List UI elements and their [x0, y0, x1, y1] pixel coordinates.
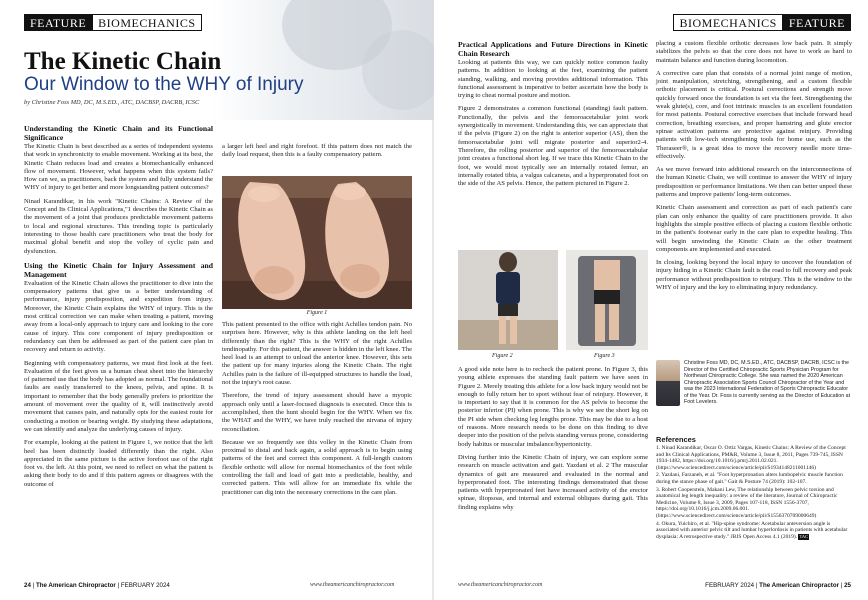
issue-date: FEBRUARY 2024	[120, 582, 170, 589]
paragraph: a larger left heel and right forefoot. If this pattern does not match the daily load request, then this is a faulty compensatory pattern.	[222, 143, 412, 159]
paragraph: Therefore, the trend of injury assessment should have a myopic approach only until a laser-focused diagnosis is executed. Once this is accomplished, then the hunt should begin for the WHY. When we fix the WHAT and the WHY, we have truly reached the nirvana of injury reconciliation.	[222, 392, 412, 433]
banner-feature: FEATURE	[783, 14, 851, 31]
reference-item: 1. Ninad Karandikar, Oscar O. Ortiz Vargas, Kinetic Chains: A Review of the Concept and Its Clinical Applications, PM&R, Volume 3, Issue 8, 2011, Pages 739-745, ISSN 1934-1482, https://doi.org/10.1016/j.pmrj.2011.02.021. (https://www.sciencedirect.com/science/article/pii/S1934148211001146)	[656, 445, 846, 471]
reference-item	[656, 521, 852, 541]
paragraph: In closing, looking beyond the local injury to uncover the foundation of injury hiding in a Kinetic Chain fault is the road to full recovery and peak performance without predisposition to reinjury. This is the window to the WHY of injury and the key to eliminating injury redundancy.	[656, 259, 852, 292]
hero-image	[212, 0, 434, 120]
figure-2-and-3-photos	[458, 250, 648, 350]
end-mark: TAC	[799, 533, 809, 539]
page-number: 25	[844, 582, 851, 589]
paragraph: Ninad Karandikar, in his work "Kinetic Chains: A Review of the Concept and Its Clinical Applications,"1 describes the Kinetic Chain as the movement of a joint that produces predictable movement patterns to local and regional structures. This trending topic is particularly interesting to those health care practitioners who treat the body for maximal global benefit and stop the volley of cyclic pain and dysfunction.	[24, 197, 213, 255]
footer-url: www.theamericanchiropractor.com	[310, 582, 395, 588]
right-column-1	[458, 40, 648, 193]
right-column-2	[656, 40, 852, 297]
magazine-name: The American Chiropractor	[759, 582, 840, 589]
paragraph: As we move forward into additional research on the interconnections of the human Kinetic Chain, we will continue to answer the WHY of injury predisposition or performance limitations. We then can better unpeel these patterns and improve patients' long-term outcomes.	[656, 166, 852, 199]
paragraph: A corrective care plan that consists of a normal joint range of motion, joint manipulation, stretching, strengthening, and a custom flexible orthotic placement is critical. Postural corrections and strength move quickly forward once the foundation is set via the feet. Strengthening the weak glute(s), core, and foot intrinsic muscles is an excellent foundation for most patients. Postural corrective exercises that include forward head correction, breathing exercises, and proper hamstring and glute erector spinae activation patterns are protective against reinjury. Providing patients with low-tech strengthening tools for home use, such as the Theraseer®, is a great idea to move the recovery needle more time-effectively.	[656, 69, 852, 160]
author-bio-text: Christine Foss MD, DC, M.S.ED., ATC, DACBSP, DACRB, ICSC is the Director of the Certified Chiropractic Sports Physician Program for Northeast Chiropractic College. She was named the 2020 American Chiropractic Association Sports Council Chiropractor of the Year and was the 2023 International Federation of Sports Chiropractic Educator of the Year. Dr. Foss is currently serving as the Director of Education at Foot Levelers.	[684, 360, 851, 405]
paragraph: placing a custom flexible orthotic decreases low back pain. It simply stabilizes the pelvis so that the core does not have to work as hard to maintain balance and function during locomotion.	[656, 40, 852, 64]
figure-1-caption: Figure 1	[306, 310, 328, 316]
author-bio	[656, 360, 852, 406]
left-column-1	[24, 124, 213, 494]
section-heading: Using the Kinetic Chain for Injury Assessment and Management	[24, 260, 213, 279]
banner-section: BIOMECHANICS	[92, 14, 201, 31]
paragraph: Beginning with compensatory patterns, we must first look at the feet. Evaluation of the feet gives us a human cheat sheet into the hierarchy of patterned use that the body has adopted as normal. The foundational faults are easily transferred to the knees, pelvis, and spine. It is important to remember that the body generally prefers to prioritize the amount of movement over the quality of it, will instinctively avoid movement that causes pain, and naturally opts for the easiest route for conducting a motion or bearing weight. By studying these adaptations, we can identify and analyze the underlying causes of injury.	[24, 359, 213, 433]
figure-2-caption: Figure 2	[492, 353, 513, 359]
references-heading: References	[656, 435, 696, 444]
left-column-2	[222, 143, 412, 165]
reference-text: 4. Okura, Yuichiro, et al. "Hip-spine syndrome: Acetabular anteversion angle is associated with anterior pelvic tilt and lumbar hyperlordosis in patients with acetabular dysplasia: A retrospective study." JBJS Open Access 4.1 (2019).	[656, 520, 848, 540]
paragraph: Figure 2 demonstrates a common functional (standing) fault pattern. Functionally, the pelvis and the femoroacetabular joint work synergistically in movement. Understanding this, we can appreciate that if the pelvis (Figure 2) on the right is anterior superior (AS), then the femoroacetabular joint will migrate posterior and superior2-4. Therefore, the rolling posterior and superior of the femoroacetabular joint creates a functional short leg. If we trace this Kinetic Chain to the foot, we would most typically see an internally rotated femur, an internally rotated tibia, a valgus calcaneus, and a hyperpronated foot on the side of the AS pelvis. Hence, the pattern pictured in Figure 2.	[458, 105, 648, 188]
article-title: The Kinetic Chain	[24, 48, 222, 75]
figure-3-caption: Figure 3	[594, 353, 615, 359]
paragraph: Looking at patients this way, we can quickly notice common faulty patterns. In addition to looking at the feet, examining the patient standing, walking, and moving provides additional information. This functional assessment is imperative to better ascertain how the body is trying to cheat normal posture and motion.	[458, 59, 648, 100]
paragraph: Evaluation of the Kinetic Chain allows the practitioner to dive into the compensatory patterns that give us a better understanding of performance, injury predisposition, and expedition from injury. Moreover, the Kinetic Chain explains the WHY of injury. This is the most critical correction we can make when treating a patient, moving away from a local-only approach to injury care and looking to the core cause of injury. This core component of injury predisposition or redundancy can then be addressed as part of the patient care plan in recovery and return to activity.	[24, 279, 213, 354]
section-banner	[673, 14, 851, 31]
article-subtitle: Our Window to the WHY of Injury	[24, 74, 304, 95]
byline: by Christine Foss MD, DC, M.S.ED., ATC, DACBSP, DACRB, ICSC	[24, 99, 200, 106]
left-column-2-continued	[222, 321, 412, 502]
banner-feature: FEATURE	[24, 14, 92, 31]
paragraph: This patient presented to the office with right Achilles tendon pain. No surprises here. However, why is this athlete landing on the left heel differently than the right? This is the WHY of the right Achilles tendinopathy. For this patient, the answer is hidden in the left knee. The heel load is an attempt to unload the anterior knee. However, this sets the patient up for many injuries along the Kinetic Chain. The right Achilles pain is the failure of ill-equipped structures to handle the load, not the injury's root cause.	[222, 321, 412, 387]
reference-item: 2. Yazdani, Farzaneh, et al. "Foot hyperpronation alters lumbopelvic muscle function during the stance phase of gait." Gait & Posture 74 (2019): 102-107.	[656, 472, 843, 485]
magazine-name: The American Chiropractor	[35, 582, 116, 589]
paragraph: The Kinetic Chain is best described as a series of independent systems that work in synchronicity to enable movement. Working at its best, the Kinetic Chain reduces load and creates a biomechanically enhanced flow of movement. However, what happens when this system fails? How can we, as practitioners, back the system and fully understand the WHY of injury to get better and more longstanding patient outcomes?	[24, 143, 213, 192]
footer-url: www.theamericanchiropractor.com	[458, 582, 543, 588]
paragraph: A good side note here is to recheck the patient prone. In Figure 3, this young athlete expresses the standing fault pattern we have seen in Figure 2. Merely treating this athlete for a low back injury would not be enough to fully return her to sport without fear of reinjury. However, it is important to say that it is common for the AS pelvis to become the posterior inferior (PI) when prone. This is why we see the short leg on the PI side when checking leg lengths prone. This may be due to a host of reasons. More research needs to be done on this finding to dive deeper into the position of the pelvis standing versus prone, considering body habitus or muscular imbalance/hypertonicity.	[458, 366, 648, 448]
section-heading: Practical Applications and Future Directions in Kinetic Chain Research	[458, 40, 648, 58]
paragraph: Diving further into the Kinetic Chain of injury, we can explore some research on muscle activation and gait. Yazdani et al. 2 The muscular dynamics of gait are measured and evaluated in the normal and hyperpronated foot. The interesting findings demonstrated that those patients with hyperpronated feet have increased activity of the erector spinae, iliopsoas, and internal and external obliques during gait. This finding explains why	[458, 453, 648, 511]
section-heading: Understanding the Kinetic Chain and its Functional Significance	[24, 124, 213, 142]
right-page	[434, 0, 868, 600]
references	[656, 435, 852, 541]
left-footer: 24 | The American Chiropractor | FEBRUARY 2024	[24, 582, 170, 589]
page-number: 24	[24, 582, 31, 589]
paragraph: For example, looking at the patient in Figure 1, we notice that the left heel has been distinctly loaded differently than the right. Also appreciated in the same picture is the active forefoot use of the right foot vs. the left. At this point, we need to reflect on what the patient is asking their body to do and if this pattern agrees or disagrees with the outcome of	[24, 439, 213, 488]
issue-date: FEBRUARY 2024	[705, 582, 755, 589]
section-banner	[24, 14, 202, 31]
banner-section: BIOMECHANICS	[673, 14, 782, 31]
references-list	[656, 445, 852, 540]
paragraph: Kinetic Chain assessment and correction as part of each patient's care plan can only enhance the quality of care practitioners provide. It also highlights the simple positive effects of placing a custom flexible orthotic in the patient's footwear early in the care plan to expedite healing. This will begin unwinding the Kinetic Chain as the other treatment components are implemented and executed.	[656, 204, 852, 253]
right-column-1-continued	[458, 366, 648, 517]
reference-item: 3. Robert Cooperstein, Makani Lew, The relationship between pelvic torsion and anatomical leg length inequality: a review of the literature, Journal of Chiropractic Medicine, Volume 8, Issue 3, 2009, Pages 107-118, ISSN 1556-3707, https://doi.org/10.1016/j.jcm.2009.06.001. (https://www.sciencedirect.com/science/article/pii/S1556370709000649)	[656, 486, 838, 519]
figure-1-feet-photo	[222, 176, 412, 309]
paragraph: Because we so frequently see this volley in the Kinetic Chain from proximal to distal and back again, a solid approach is to begin using patterns of the feet and correct this component. A full-length custom flexible orthotic will allow for normal biomechanics of the foot while controlling the fall and load of gait into a predictable, healthy, and corrected pattern. This will allow for an immediate fix while the practitioner can dig into the necessary corrections in the care plan.	[222, 438, 412, 496]
author-photo	[656, 360, 680, 406]
right-footer: FEBRUARY 2024 | The American Chiropractor | 25	[705, 582, 851, 589]
